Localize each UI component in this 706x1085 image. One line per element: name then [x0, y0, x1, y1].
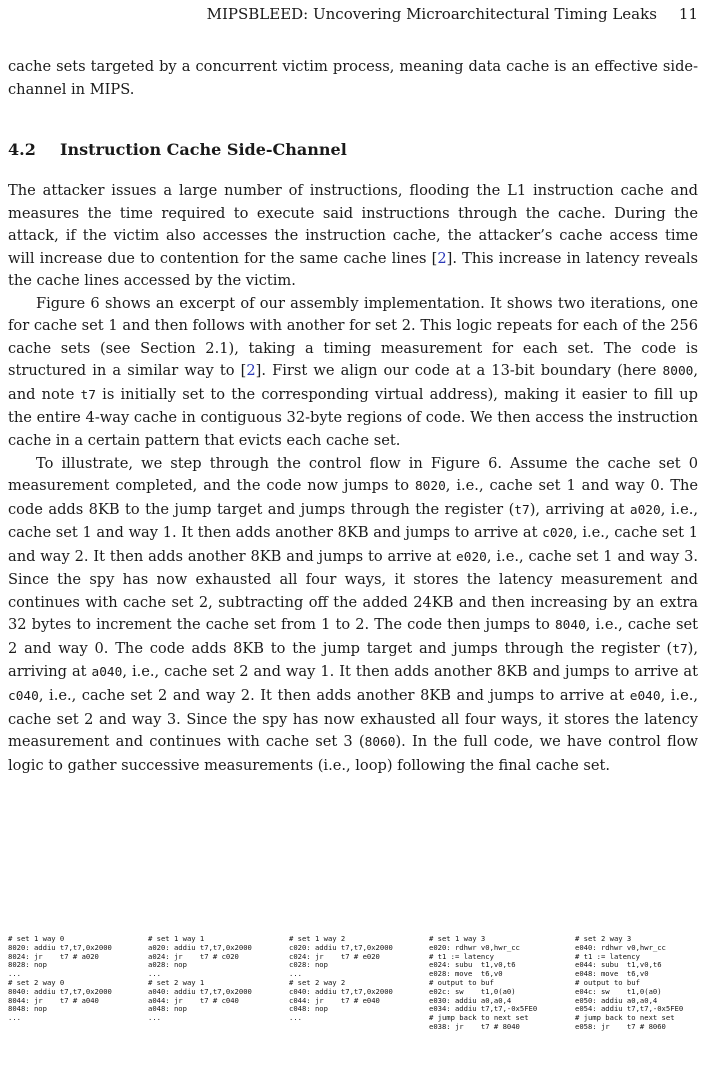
- code-inline: a040: [91, 665, 123, 681]
- code-inline: 8060: [364, 735, 396, 751]
- text-span: , i.e., cache set 2 and way 1. It then adds another 8KB and jumps to arrive at: [122, 663, 698, 681]
- code-inline: 8020: [414, 479, 446, 495]
- code-inline: c040: [8, 689, 39, 705]
- text-span: , i.e., cache set 1 and way 2. It then adds another 8KB and jumps to arrive at: [8, 524, 698, 565]
- code-inline: 8000: [662, 364, 694, 380]
- text-span: To illustrate, we step through the control flow in Figure 6. Assume the cache set 0 measurement completed, and the code now jumps to: [8, 454, 698, 495]
- page-number: 11: [678, 5, 698, 23]
- text-span: , i.e., cache set 2 and way 3. Since the spy has now exhausted all four ways, it stores the latency measurement and continues with cache set 3 (: [8, 687, 699, 751]
- code-listing-set-1-way-3: # set 1 way 3 e020: rdhwr v0,hwr_cc # t1 := latency e024: subu t1,v0,t6 e028: move t6,v0 # output to buf e02c: sw t1,0(a0) e030: addiu a0,a0,4 e034: addiu t7,t7,-0x5FE0 # jump back to next set e038: jr t7 # 8040: [429, 934, 538, 1031]
- text-span: , and note: [8, 362, 698, 403]
- code-inline: 8040: [554, 618, 586, 634]
- text-span: , i.e., cache set 2 and way 0. The code adds 8KB to the jump target and jumps through the register (: [8, 616, 698, 657]
- text-span: ]. First we align our code at a 13-bit boundary (here: [255, 362, 663, 380]
- text-span: ), arriving at: [8, 639, 698, 681]
- section-number: 4.2: [8, 140, 36, 159]
- code-inline: a020: [629, 502, 661, 518]
- text-span: is initially set to the corresponding virtual address), making it easier to fill up the entire 4-way cache in contiguous 32-byte regions of code. We then access the instruction cache in a certain pattern that evicts each cache set.: [8, 385, 698, 450]
- text-span: ), arriving at: [529, 500, 630, 518]
- running-head-title: MIPSBLEED: Uncovering Microarchitectural Timing Leaks: [206, 5, 657, 23]
- paragraph-3: [8, 453, 698, 778]
- section-title: Instruction Cache Side-Channel: [60, 140, 347, 159]
- text-span: , i.e., cache set 2 and way 2. It then adds another 8KB and jumps to arrive at: [38, 687, 630, 705]
- text-span: , i.e., cache set 1 and way 1. It then adds another 8KB and jumps to arrive at: [8, 500, 698, 542]
- code-inline: e020: [456, 549, 487, 565]
- citation-link[interactable]: 2: [437, 249, 447, 267]
- code-inline: t7: [514, 502, 530, 518]
- text-span: , i.e., cache set 1 and way 3. Since the spy has now exhausted all four ways, it stores the latency measurement and continues with cache set 2, subtracting off the added 24KB and then increasing by an extra 32 bytes to increment the cache set from 1 to 2. The code then jumps to: [8, 547, 698, 634]
- code-listing-set-2-way-3: # set 2 way 3 e040: rdhwr v0,hwr_cc # t1 := latency e044: subu t1,v0,t6 e048: move t6,v0 # output to buf e04c: sw t1,0(a0) e050: addiu a0,a0,4 e054: addiu t7,t7,-0x5FE0 # jump back to next set e058: jr t7 # 8060: [575, 934, 684, 1031]
- text-span: ]. This increase in latency reveals the cache lines accessed by the victim.: [8, 249, 698, 290]
- text-span: ). In the full code, we have control flow logic to gather successive measurements (i.e., loop) following the final cache set.: [8, 733, 698, 774]
- intro-paragraph: [8, 56, 698, 101]
- text-span: Figure 6 shows an excerpt of our assembly implementation. It shows two iterations, one for cache set 1 and then follows with another for set 2. This logic repeats for each of the 256 cache sets (see Section 2.1), taking a timing measurement for each set. The code is structured in a similar way to [: [8, 294, 698, 380]
- citation-link[interactable]: 2: [246, 362, 256, 380]
- code-inline: t7: [672, 641, 688, 657]
- section-heading: [8, 139, 698, 161]
- code-listing-set-way-1: # set 1 way 1 a020: addiu t7,t7,0x2000 a024: jr t7 # c020 a028: nop ... # set 2 way 1 a040: addiu t7,t7,0x2000 a044: jr t7 # c040 a048: nop ...: [148, 934, 252, 1023]
- paragraph-1: [8, 180, 698, 293]
- running-head: [0, 4, 698, 24]
- code-inline: t7: [80, 387, 96, 403]
- section-body: [8, 180, 698, 777]
- paragraph-2: [8, 293, 698, 453]
- text-span: , i.e., cache set 1 and way 0. The code adds 8KB to the jump target and jumps through the register (: [8, 477, 699, 518]
- text-span: The attacker issues a large number of instructions, flooding the L1 instruction cache and measures the time required to execute said instructions through the cache. During the attack, if the victim also accesses the instruction cache, the attacker’s cache access time will increase due to contention for the same cache lines [: [8, 182, 698, 267]
- code-listing-set-way-2: # set 1 way 2 c020: addiu t7,t7,0x2000 c024: jr t7 # e020 c028: nop ... # set 2 way 2 c040: addiu t7,t7,0x2000 c044: jr t7 # e040 c048: nop ...: [289, 934, 393, 1023]
- code-listing-set-way-0: # set 1 way 0 8020: addiu t7,t7,0x2000 8024: jr t7 # a020 8028: nop ... # set 2 way 0 8040: addiu t7,t7,0x2000 8044: jr t7 # a040 8048: nop ...: [8, 934, 112, 1023]
- code-inline: e040: [629, 689, 661, 705]
- code-inline: c020: [542, 526, 573, 542]
- intro-text: cache sets targeted by a concurrent victim process, meaning data cache is an effective side-channel in MIPS.: [8, 58, 698, 98]
